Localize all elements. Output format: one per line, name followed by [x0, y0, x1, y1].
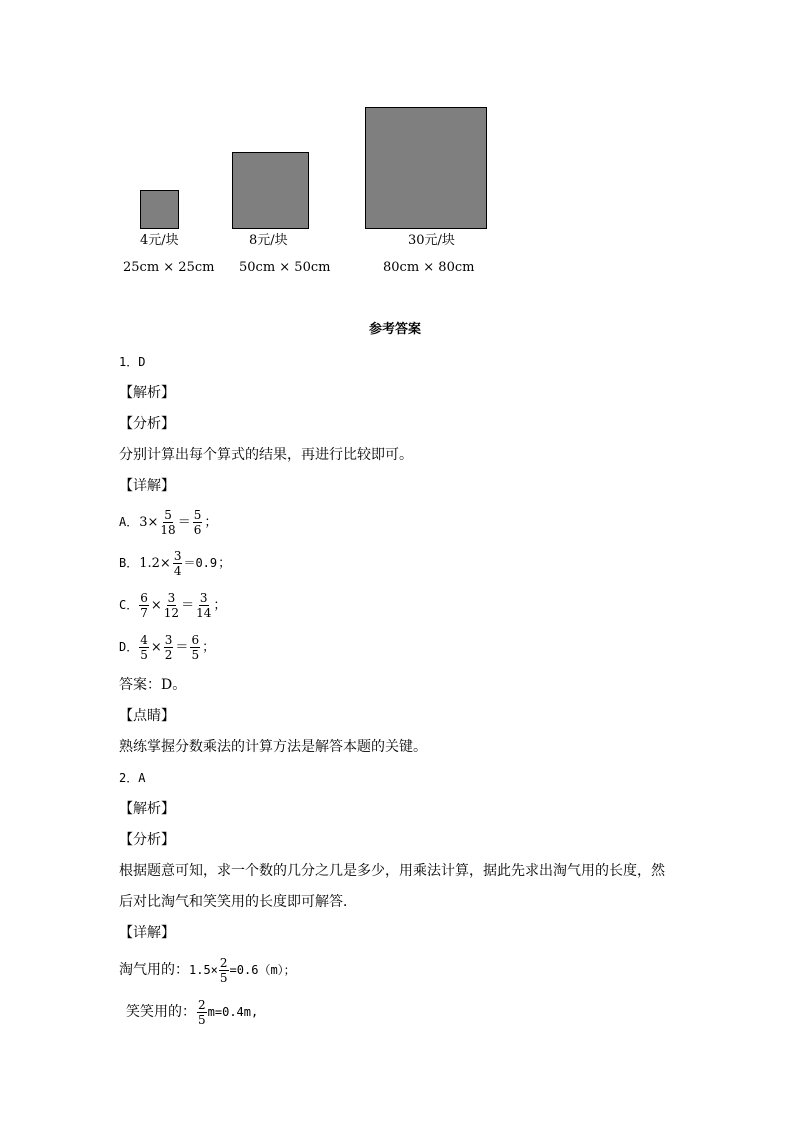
option-d-end: ；: [202, 639, 216, 655]
q1-fenxi-heading: 【分析】: [119, 416, 175, 432]
option-d-fraction-2: [164, 634, 174, 661]
denominator: 7: [140, 605, 148, 620]
q2-number: 2．A: [119, 771, 146, 785]
numerator: 3: [173, 548, 182, 563]
xiaoxiao-label: 笑笑用的：: [126, 1004, 196, 1020]
option-a-fraction-2: [193, 509, 203, 536]
option-b-result: ＝0.9: [183, 556, 218, 570]
numerator: 6: [191, 632, 200, 647]
option-b-whole: 1.2×: [139, 555, 171, 571]
tile-size-small: 25cm × 25cm: [123, 260, 215, 275]
denominator: 5: [198, 1012, 206, 1027]
q2-jiexi-heading: 【解析】: [119, 801, 175, 817]
q1-number: 1．D: [119, 355, 146, 369]
tile-price-large: 30元/块: [408, 233, 455, 248]
option-d-times: ×: [150, 639, 162, 655]
option-c-end: ；: [213, 597, 227, 613]
tile-price-medium: 8元/块: [249, 233, 288, 248]
option-c-times: ×: [150, 597, 162, 613]
numerator: 5: [164, 507, 172, 522]
q1-analysis: 分别计算出每个算式的结果，再进行比较即可。: [119, 447, 413, 463]
denominator: 5: [140, 647, 148, 662]
denominator: 18: [160, 522, 176, 537]
tile-price-small: 4元/块: [140, 233, 179, 248]
answer-title: 参考答案: [369, 322, 422, 337]
numerator: 2: [198, 997, 206, 1012]
taoqi-whole: 1.5×: [189, 963, 218, 977]
numerator: 3: [164, 632, 173, 647]
numerator: 5: [193, 507, 202, 522]
q1-option-b: [119, 548, 232, 578]
q1-xiangjie-heading: 【详解】: [119, 478, 175, 494]
tile-medium: [232, 152, 309, 229]
q2-xiaoxiao-line: [126, 996, 258, 1028]
q1-jiexi-heading: 【解析】: [119, 385, 175, 401]
q2-xiangjie-heading: 【详解】: [119, 925, 175, 941]
option-b-fraction: [173, 550, 183, 577]
option-c-fraction-1: [139, 592, 149, 619]
tile-large: [365, 107, 487, 229]
option-b-label: B．: [119, 556, 139, 570]
denominator: 4: [173, 563, 182, 578]
numerator: 6: [140, 590, 148, 605]
option-a-label: A．: [119, 515, 139, 529]
numerator: 2: [219, 955, 228, 970]
option-a-end: ；: [204, 514, 218, 530]
xiaoxiao-fraction: [197, 999, 207, 1026]
denominator: 14: [196, 605, 212, 620]
numerator: 4: [140, 632, 148, 647]
taoqi-result: =0.6（m）；: [229, 963, 296, 977]
q1-option-c: [119, 590, 227, 620]
tile-size-medium: 50cm × 50cm: [239, 260, 331, 275]
option-d-fraction-3: [190, 634, 200, 661]
option-a-whole: 3×: [139, 514, 159, 530]
q2-analysis-line-1: 根据题意可知，求一个数的几分之几是多少，用乘法计算，据此先求出淘气用的长度，然: [119, 863, 665, 879]
option-d-label: D．: [119, 640, 139, 654]
q1-answer: 答案：D。: [119, 677, 187, 693]
option-c-fraction-2: [164, 592, 179, 619]
option-c-fraction-3: [196, 592, 211, 619]
numerator: 3: [199, 590, 208, 605]
option-a-fraction-1: [160, 509, 175, 536]
option-d-fraction-1: [139, 634, 149, 661]
denominator: 5: [219, 970, 228, 985]
option-c-label: C．: [119, 598, 139, 612]
q1-option-d: [119, 632, 216, 662]
denominator: 12: [163, 605, 180, 620]
option-b-end: ；: [218, 555, 232, 571]
denominator: 5: [191, 647, 200, 662]
option-d-equals: ＝: [175, 639, 189, 655]
taoqi-label: 淘气用的：: [119, 962, 189, 978]
tile-size-large: 80cm × 80cm: [383, 260, 475, 275]
option-c-equals: ＝: [181, 597, 195, 613]
denominator: 2: [164, 647, 173, 662]
numerator: 3: [167, 590, 176, 605]
q2-analysis-line-2: 后对比淘气和笑笑用的长度即可解答．: [119, 894, 357, 910]
option-a-equals: ＝: [177, 514, 191, 530]
q1-dianjing-heading: 【点睛】: [119, 708, 175, 724]
q2-fenxi-heading: 【分析】: [119, 832, 175, 848]
q1-key-point: 熟练掌握分数乘法的计算方法是解答本题的关键。: [119, 739, 427, 755]
xiaoxiao-result: m=0.4m,: [207, 1005, 259, 1019]
q2-taoqi-line: [119, 954, 296, 986]
q1-option-a: [119, 507, 218, 537]
denominator: 6: [193, 522, 202, 537]
taoqi-fraction: [219, 957, 229, 984]
tile-small: [140, 190, 179, 229]
